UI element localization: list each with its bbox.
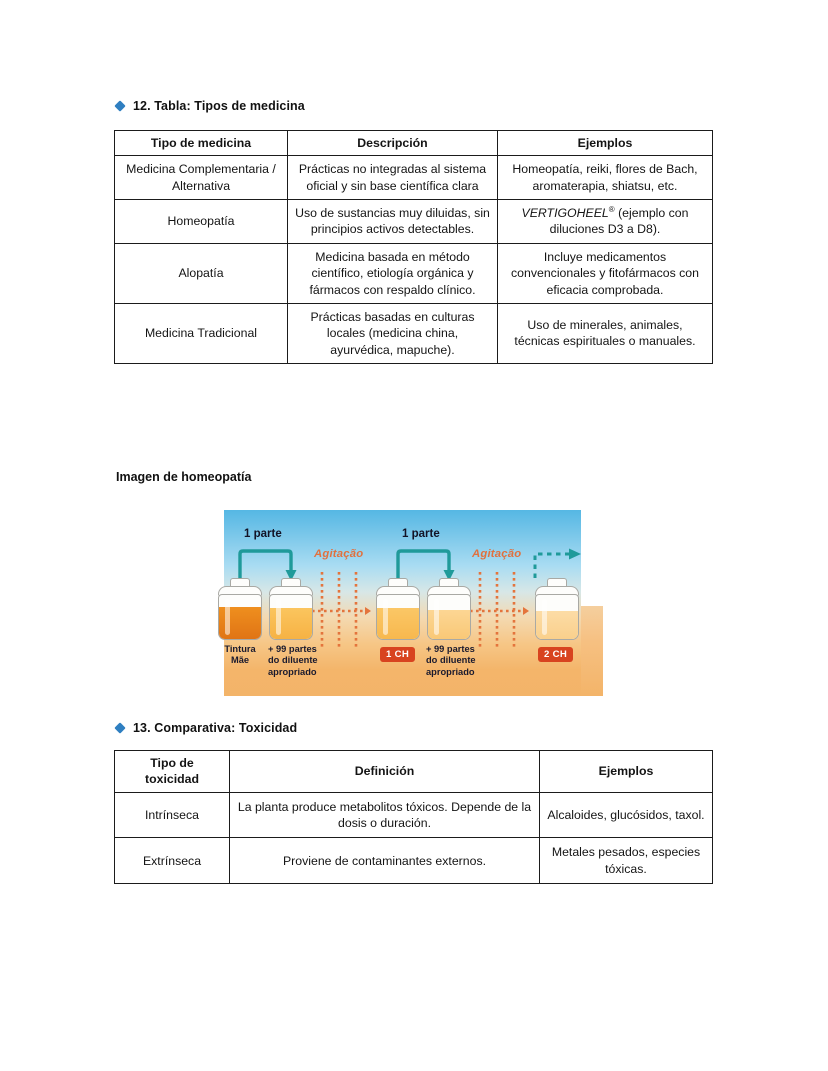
- section-title: 13. Comparativa: Toxicidad: [133, 721, 298, 735]
- agitation-dots-1: [312, 572, 366, 650]
- dilution-chip-1ch: 1 CH: [380, 647, 415, 662]
- bottle-4-caption: [426, 644, 488, 678]
- bottle-highlight: [225, 599, 230, 635]
- transfer-label-2: 1 parte: [402, 528, 440, 540]
- column-header-ejemplos: Ejemplos: [498, 131, 713, 156]
- caption-line: Tintura: [224, 644, 256, 654]
- bottle-2-caption: [268, 644, 330, 678]
- caption-line: + 99 partes: [268, 644, 317, 654]
- bottle-body: [218, 594, 262, 640]
- caption-line: + 99 partes: [426, 644, 475, 654]
- figure-content: [224, 510, 581, 696]
- caption-line: do diluente: [268, 655, 318, 666]
- table-row: [115, 200, 713, 244]
- bottle-5: [534, 578, 580, 640]
- bottle-highlight: [276, 599, 281, 635]
- caption-line: apropriado: [268, 666, 317, 677]
- transfer-arrow-1: [240, 551, 291, 578]
- bottle-highlight: [542, 599, 547, 635]
- column-header-descripcion: Descripción: [288, 131, 498, 156]
- bottle-4: [426, 578, 472, 640]
- table-row: [115, 303, 713, 363]
- table-header-row: [115, 131, 713, 156]
- section-title: 12. Tabla: Tipos de medicina: [133, 99, 305, 113]
- cell-ejemplos-rest: (ejemplo con diluciones D3 a D8).: [549, 206, 689, 237]
- cell-tipo: Homeopatía: [115, 200, 288, 244]
- bottle-body: [376, 594, 420, 640]
- product-name: VERTIGOHEEL: [521, 206, 609, 221]
- cell-ejemplos: Uso de minerales, animales, técnicas espirituales o manuales.: [498, 303, 713, 363]
- cell-tipo: Medicina Complementaria / Alternativa: [115, 156, 288, 200]
- bottle-1: [217, 578, 263, 640]
- transfer-arrow-2: [398, 551, 449, 578]
- transfer-label-1: 1 parte: [244, 528, 282, 540]
- column-header-ejemplos: Ejemplos: [540, 751, 713, 793]
- bottle-1-caption: [212, 644, 268, 667]
- bottle-highlight: [383, 599, 388, 635]
- cell-definicion: La planta produce metabolitos tóxicos. Depende de la dosis o duración.: [230, 792, 540, 838]
- table-row: [115, 792, 713, 838]
- continuation-dashed-arrow: [535, 554, 571, 578]
- cell-ejemplos: Alcaloides, glucósidos, taxol.: [540, 792, 713, 838]
- agitation-label-1: Agitação: [314, 548, 364, 560]
- cell-descripcion: Medicina basada en método científico, etiología orgánica y fármacos con respaldo clínico.: [288, 243, 498, 303]
- table-row: [115, 156, 713, 200]
- column-header-tipo-toxicidad: Tipo de toxicidad: [115, 751, 230, 793]
- dilution-chip-2ch: 2 CH: [538, 647, 573, 662]
- table-row: [115, 243, 713, 303]
- cell-tipo: Extrínseca: [115, 838, 230, 884]
- bottle-body: [427, 594, 471, 640]
- cell-tipo: Medicina Tradicional: [115, 303, 288, 363]
- agitation-label-2: Agitação: [472, 548, 522, 560]
- registered-mark: ®: [608, 205, 615, 215]
- agitation-arrow-right-2: [523, 607, 529, 615]
- cell-tipo: Alopatía: [115, 243, 288, 303]
- cell-ejemplos: Metales pesados, especies tóxicas.: [540, 838, 713, 884]
- cell-ejemplos: [498, 200, 713, 244]
- cell-descripcion: Prácticas basadas en culturas locales (medicina china, ayurvédica, mapuche).: [288, 303, 498, 363]
- table-row: [115, 838, 713, 884]
- column-header-tipo: Tipo de medicina: [115, 131, 288, 156]
- table-tipos-de-medicina: [114, 130, 713, 364]
- table-header-row: [115, 751, 713, 793]
- bottle-2: [268, 578, 314, 640]
- diamond-bullet-icon: [114, 722, 125, 733]
- cell-descripcion: Uso de sustancias muy diluidas, sin principios activos detectables.: [288, 200, 498, 244]
- section-heading-13: [116, 721, 297, 735]
- continuation-arrowhead: [569, 549, 581, 560]
- caption-line: apropriado: [426, 666, 475, 677]
- section-heading-12: [116, 99, 305, 113]
- figure-label: Imagen de homeopatía: [116, 470, 252, 484]
- cell-ejemplos: Incluye medicamentos convencionales y fitofármacos con eficacia comprobada.: [498, 243, 713, 303]
- cell-descripcion: Prácticas no integradas al sistema oficial y sin base científica clara: [288, 156, 498, 200]
- bottle-body: [535, 594, 579, 640]
- agitation-dots-2: [470, 572, 524, 650]
- table-comparativa-toxicidad: [114, 750, 713, 884]
- diamond-bullet-icon: [114, 100, 125, 111]
- bottle-highlight: [434, 599, 439, 635]
- cell-ejemplos: Homeopatía, reiki, flores de Bach, aromaterapia, shiatsu, etc.: [498, 156, 713, 200]
- agitation-arrow-right-1: [365, 607, 371, 615]
- bottle-3: [375, 578, 421, 640]
- cell-tipo: Intrínseca: [115, 792, 230, 838]
- bottle-body: [269, 594, 313, 640]
- caption-line: do diluente: [426, 655, 476, 666]
- caption-line: Mãe: [230, 655, 250, 666]
- homeopathy-dilution-figure: [224, 510, 581, 696]
- column-header-definicion: Definición: [230, 751, 540, 793]
- cell-definicion: Proviene de contaminantes externos.: [230, 838, 540, 884]
